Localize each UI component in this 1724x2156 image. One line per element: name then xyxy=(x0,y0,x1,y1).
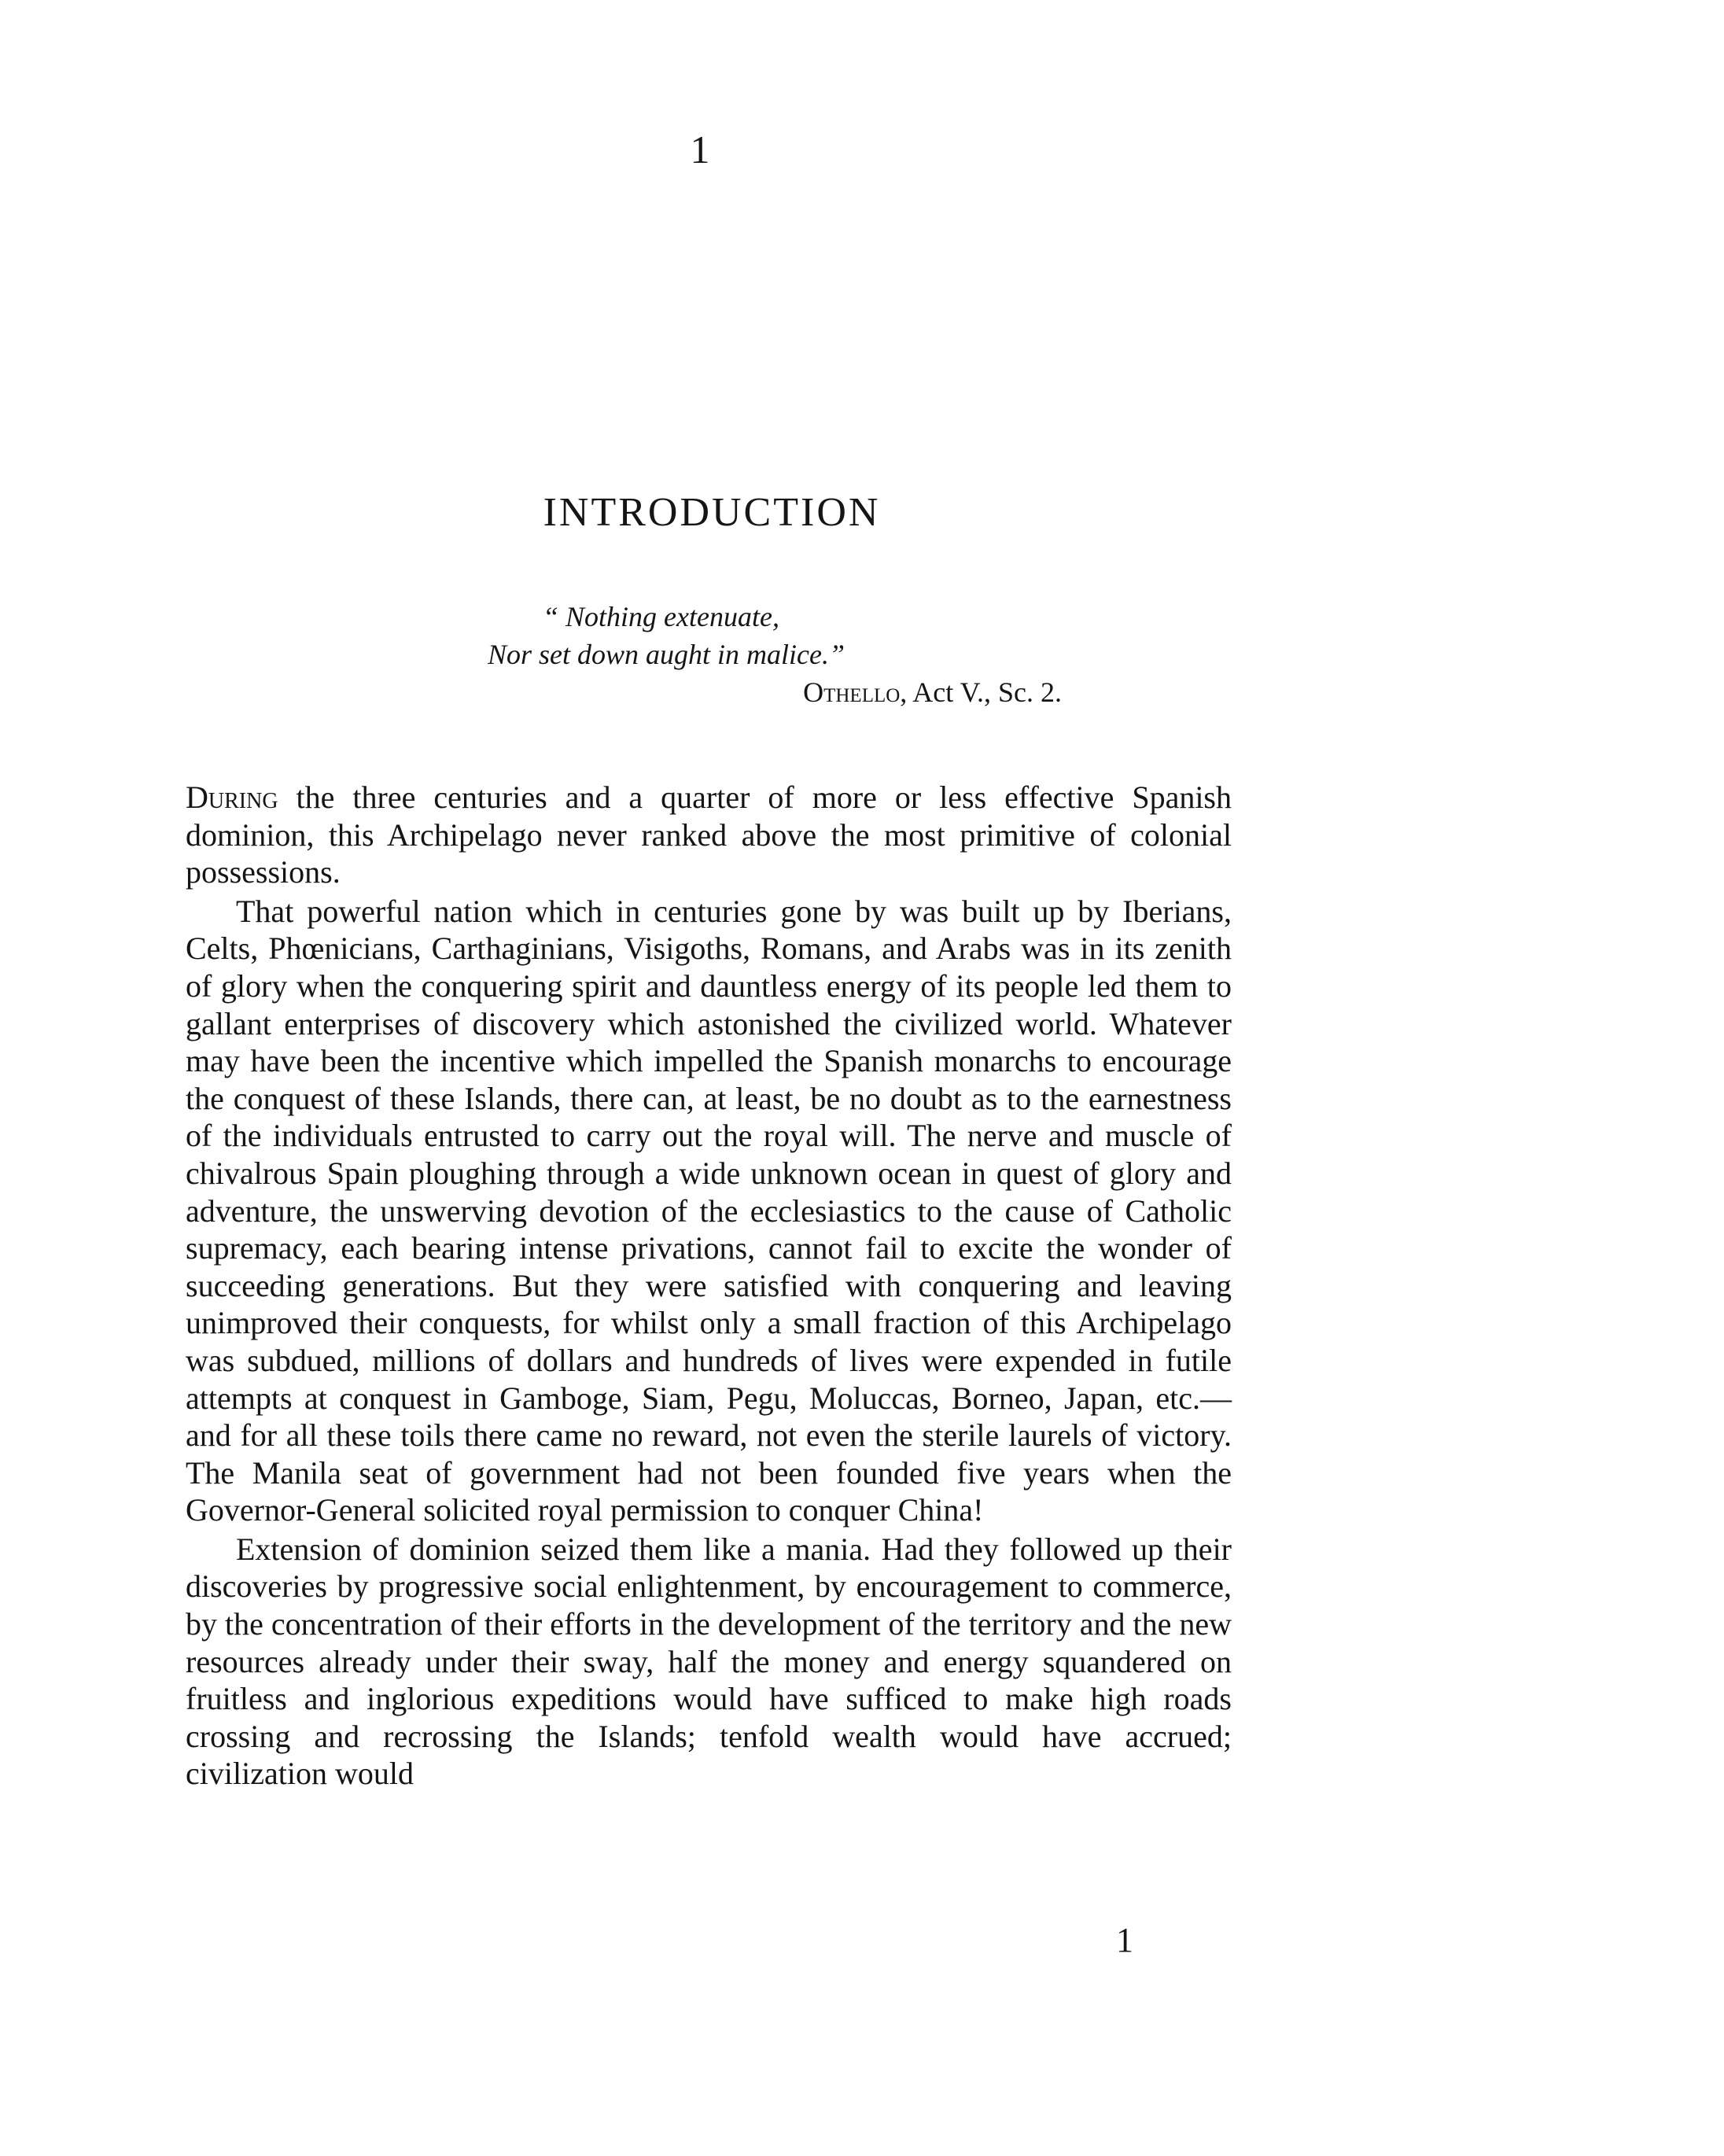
paragraph-1-text: the three centuries and a quarter of more or less effective Spanish dominion, this Archipelago never ranked above the most primitive of colonial possessions. xyxy=(186,779,1232,890)
paragraph-3: Extension of dominion seized them like a mania. Had they followed up their discoveries by progressive social enlightenment, by encouragement to commerce, by the concentration of their efforts in the development of the territory and the new resources already under their sway, half the money and energy squandered on fruitless and inglorious expeditions would have sufficed to make high roads crossing and recrossing the Islands; tenfold wealth would have accrued; civilization would xyxy=(186,1531,1232,1792)
paragraph-2: That powerful nation which in centuries gone by was built up by Iberians, Celts, Phœnicians, Carthaginians, Visigoths, Romans, and Arabs was in its zenith of glory when the conquering spirit and dauntless energy of its people led them to gallant enterprises of discovery which astonished the civilized world. Whatever may have been the incentive which impelled the Spanish monarchs to encourage the conquest of these Islands, there can, at least, be no doubt as to the earnestness of the individuals entrusted to carry out the royal will. The nerve and muscle of chivalrous Spain ploughing through a wide unknown ocean in quest of glory and adventure, the unswerving devotion of the ecclesiastics to the cause of Catholic supremacy, each bearing intense privations, cannot fail to excite the wonder of succeeding generations. But they were satisfied with conquering and leaving unimproved their conquests, for whilst only a small fraction of this Archipelago was subdued, millions of dollars and hundreds of lives were expended in futile attempts at conquest in Gamboge, Siam, Pegu, Moluccas, Borneo, Japan, etc.—and for all these toils there came no reward, not even the sterile laurels of victory. The Manila seat of government had not been founded five years when the Governor-General solicited royal permission to conquer China! xyxy=(186,893,1232,1528)
epigraph-line-2: Nor set down aught in malice.” xyxy=(488,639,845,670)
epigraph-line-1: “ Nothing extenuate, xyxy=(543,601,779,632)
epigraph xyxy=(472,598,1070,711)
paragraph-1 xyxy=(186,779,1232,891)
page-marker-top: 1 xyxy=(690,127,710,171)
epigraph-attribution xyxy=(472,673,1070,711)
body-text xyxy=(186,779,1232,1793)
paragraph-1-lead: During xyxy=(186,779,278,815)
epigraph-attribution-rest: Act V., Sc. 2. xyxy=(907,676,1062,708)
chapter-title: INTRODUCTION xyxy=(543,490,881,535)
epigraph-attribution-name: Othello, xyxy=(803,676,908,708)
page-number: 1 xyxy=(1116,1921,1133,1959)
